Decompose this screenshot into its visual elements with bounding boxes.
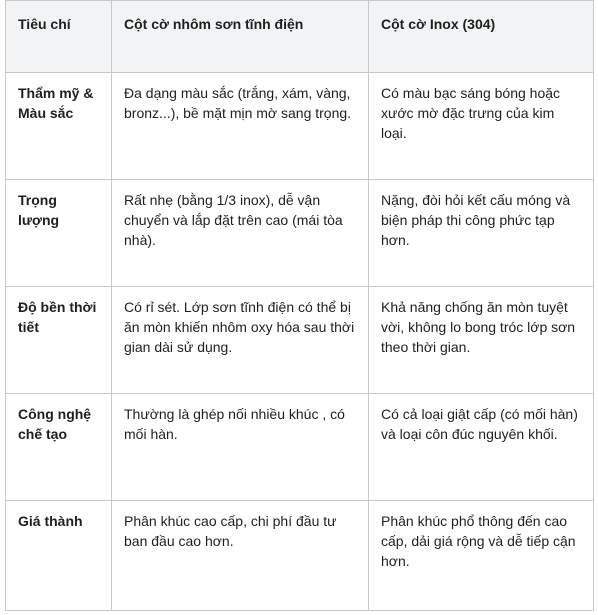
table-row: [6, 287, 594, 394]
cell-inox: Có cả loại giật cấp (có mối hàn) và loại côn đúc nguyên khối.: [369, 394, 594, 501]
cell-aluminum: Thường là ghép nối nhiều khúc , có mối hàn.: [112, 394, 369, 501]
row-criterion: Trọng lượng: [6, 180, 112, 287]
cell-aluminum: Phân khúc cao cấp, chi phí đầu tư ban đầu cao hơn.: [112, 501, 369, 611]
cell-inox: Nặng, đòi hỏi kết cấu móng và biện pháp thi công phức tạp hơn.: [369, 180, 594, 287]
row-criterion: Công nghệ chế tạo: [6, 394, 112, 501]
comparison-table: [5, 0, 594, 611]
cell-inox: Có màu bạc sáng bóng hoặc xước mờ đặc trưng của kim loại.: [369, 73, 594, 180]
header-aluminum: Cột cờ nhôm sơn tĩnh điện: [112, 1, 369, 73]
header-row: [6, 1, 594, 73]
row-criterion: Độ bền thời tiết: [6, 287, 112, 394]
cell-aluminum: Có rỉ sét. Lớp sơn tĩnh điện có thể bị ăn mòn khiến nhôm oxy hóa sau thời gian dài sử dụng.: [112, 287, 369, 394]
cell-inox: Khả năng chống ăn mòn tuyệt vời, không lo bong tróc lớp sơn theo thời gian.: [369, 287, 594, 394]
table-row: [6, 180, 594, 287]
table-row: [6, 394, 594, 501]
row-criterion: Giá thành: [6, 501, 112, 611]
cell-aluminum: Đa dạng màu sắc (trắng, xám, vàng, bronz...), bề mặt mịn mờ sang trọng.: [112, 73, 369, 180]
row-criterion: Thẩm mỹ & Màu sắc: [6, 73, 112, 180]
table-header: [6, 1, 594, 73]
table-body: [6, 73, 594, 611]
cell-inox: Phân khúc phổ thông đến cao cấp, dải giá rộng và dễ tiếp cận hơn.: [369, 501, 594, 611]
table-row: [6, 501, 594, 611]
cell-aluminum: Rất nhẹ (bằng 1/3 inox), dễ vận chuyển và lắp đặt trên cao (mái tòa nhà).: [112, 180, 369, 287]
table-row: [6, 73, 594, 180]
header-inox: Cột cờ Inox (304): [369, 1, 594, 73]
header-criterion: Tiêu chí: [6, 1, 112, 73]
